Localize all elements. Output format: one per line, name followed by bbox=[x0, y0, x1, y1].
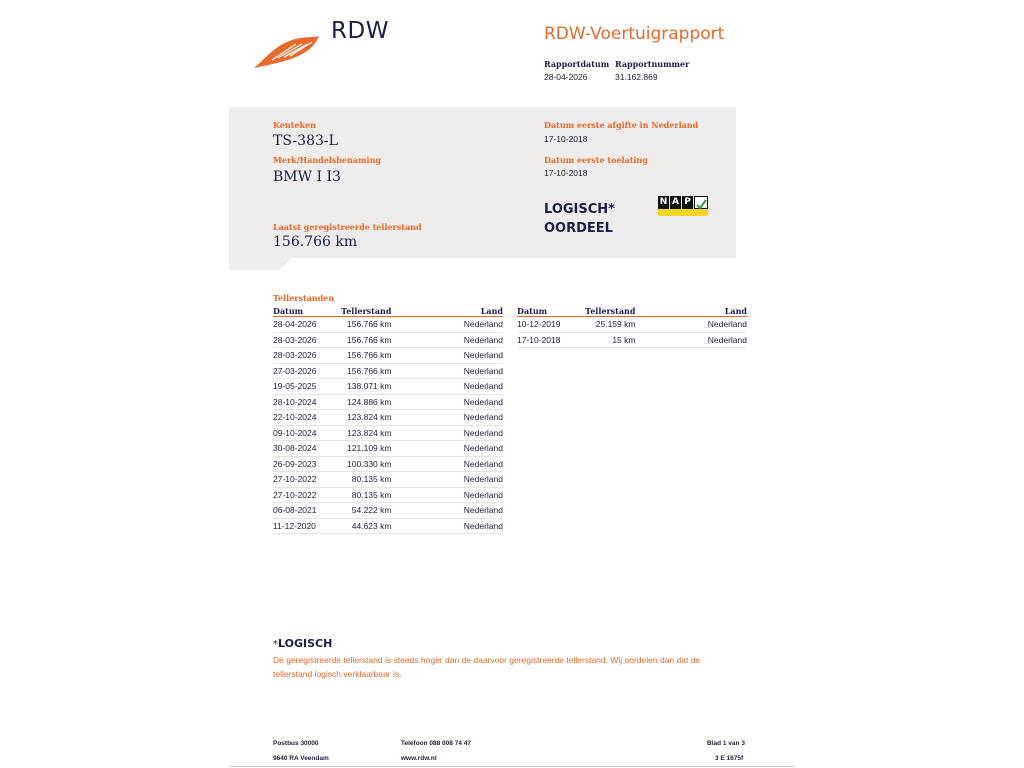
cell-land: Nederland bbox=[391, 503, 503, 519]
cell-land: Nederland bbox=[391, 518, 503, 534]
report-date: 28-04-2026 bbox=[544, 72, 588, 82]
nap-letter: N bbox=[659, 197, 668, 207]
summary-panel-tab bbox=[229, 257, 279, 270]
cell-date: 28-03-2026 bbox=[273, 332, 341, 348]
table-row bbox=[273, 487, 503, 503]
table-row bbox=[517, 332, 747, 348]
footer-city: 9640 RA Veendam bbox=[273, 755, 329, 762]
plate-value: TS-383-L bbox=[273, 133, 338, 149]
cell-date: 28-10-2024 bbox=[273, 394, 341, 410]
col-header-date: Datum bbox=[273, 306, 341, 317]
rdw-logo-icon bbox=[252, 32, 322, 72]
footnote-title-text: LOGISCH bbox=[278, 637, 333, 650]
first-admission-value: 17-10-2018 bbox=[544, 168, 588, 178]
cell-km: 123.824 km bbox=[341, 425, 391, 441]
footer-site[interactable]: www.rdw.nl bbox=[401, 755, 437, 762]
cell-km: 123.824 km bbox=[341, 410, 391, 426]
cell-land: Nederland bbox=[391, 472, 503, 488]
footnote-title bbox=[273, 637, 332, 650]
nap-letter: P bbox=[682, 196, 693, 209]
report-title: RDW-Voertuigrapport bbox=[544, 24, 725, 44]
cell-date: 27-10-2022 bbox=[273, 472, 341, 488]
cell-km: 156.766 km bbox=[341, 348, 391, 364]
first-nl-value: 17-10-2018 bbox=[544, 134, 588, 144]
cell-land: Nederland bbox=[391, 410, 503, 426]
table-row bbox=[273, 363, 503, 379]
table-row bbox=[273, 518, 503, 534]
cell-land: Nederland bbox=[391, 317, 503, 333]
cell-land: Nederland bbox=[391, 441, 503, 457]
cell-km: 80.135 km bbox=[341, 472, 391, 488]
odometer-value: 156.766 km bbox=[273, 234, 358, 250]
cell-date: 28-04-2026 bbox=[273, 317, 341, 333]
table-row bbox=[273, 379, 503, 395]
cell-km: 25.159 km bbox=[585, 317, 635, 333]
cell-land: Nederland bbox=[391, 425, 503, 441]
cell-km: 44.623 km bbox=[341, 518, 391, 534]
rdw-logo bbox=[252, 32, 322, 72]
table-row bbox=[273, 317, 503, 333]
report-number-label: Rapportnummer bbox=[615, 59, 690, 69]
make-value: BMW I I3 bbox=[273, 169, 341, 185]
cell-date: 10-12-2019 bbox=[517, 317, 585, 333]
cell-date: 06-08-2021 bbox=[273, 503, 341, 519]
table-row bbox=[273, 441, 503, 457]
footnote-star: * bbox=[273, 639, 278, 650]
table-row bbox=[273, 348, 503, 364]
table-row bbox=[273, 410, 503, 426]
table-row bbox=[273, 456, 503, 472]
verdict-line-2: OORDEEL bbox=[544, 221, 613, 236]
cell-land: Nederland bbox=[391, 487, 503, 503]
cell-km: 138.071 km bbox=[341, 379, 391, 395]
footer-code: 3 E 1675f bbox=[715, 755, 744, 762]
cell-km: 156.766 km bbox=[341, 317, 391, 333]
table-row bbox=[273, 394, 503, 410]
cell-km: 80.135 km bbox=[341, 487, 391, 503]
cell-land: Nederland bbox=[391, 348, 503, 364]
table-row bbox=[273, 332, 503, 348]
col-header-date: Datum bbox=[517, 306, 585, 317]
nap-letter: A bbox=[670, 196, 681, 209]
cell-date: 22-10-2024 bbox=[273, 410, 341, 426]
col-header-km: Tellerstand bbox=[341, 306, 392, 316]
footnote-text: De geregistreerde tellerstand is steeds hoger dan de daarvoor geregistreerde tellerstand. Wij oordelen dan dat de tellerstand logisch verklaarbaar is. bbox=[273, 655, 701, 679]
summary-panel-tab-notch bbox=[279, 257, 293, 270]
footer-postbus: Postbus 30000 bbox=[273, 740, 319, 747]
cell-km: 100.330 km bbox=[341, 456, 391, 472]
cell-date: 27-03-2026 bbox=[273, 363, 341, 379]
col-header-land: Land bbox=[391, 306, 503, 317]
cell-km: 124.886 km bbox=[341, 394, 391, 410]
make-label: Merk/Handelsbenaming bbox=[273, 155, 382, 165]
col-header-km: Tellerstand bbox=[585, 306, 636, 316]
cell-km: 15 km bbox=[585, 332, 635, 348]
readings-table-right bbox=[517, 306, 747, 348]
verdict-line-1: LOGISCH* bbox=[544, 202, 615, 217]
cell-date: 30-08-2024 bbox=[273, 441, 341, 457]
cell-date: 09-10-2024 bbox=[273, 425, 341, 441]
footer-page: Blad 1 van 3 bbox=[707, 740, 745, 747]
cell-land: Nederland bbox=[391, 363, 503, 379]
report-date-label: Rapportdatum bbox=[544, 59, 610, 69]
cell-date: 11-12-2020 bbox=[273, 518, 341, 534]
readings-title: Tellerstanden bbox=[273, 293, 335, 303]
cell-km: 121.109 km bbox=[341, 441, 391, 457]
cell-km: 156.766 km bbox=[341, 332, 391, 348]
table-row bbox=[273, 503, 503, 519]
cell-land: Nederland bbox=[635, 332, 747, 348]
cell-date: 27-10-2022 bbox=[273, 487, 341, 503]
logo-text: RDW bbox=[331, 18, 389, 44]
odometer-label: Laatst geregistreerde tellerstand bbox=[273, 222, 422, 232]
cell-land: Nederland bbox=[391, 332, 503, 348]
cell-date: 19-05-2025 bbox=[273, 379, 341, 395]
first-nl-label: Datum eerste afgifte in Nederland bbox=[544, 120, 699, 130]
verdict bbox=[544, 200, 615, 238]
table-row bbox=[273, 425, 503, 441]
report-number: 31.162.869 bbox=[615, 72, 658, 82]
cell-date: 17-10-2018 bbox=[517, 332, 585, 348]
footer-phone: Telefoon 088 008 74 47 bbox=[401, 740, 471, 747]
footer-divider bbox=[229, 766, 795, 767]
cell-land: Nederland bbox=[635, 317, 747, 333]
cell-land: Nederland bbox=[391, 456, 503, 472]
cell-land: Nederland bbox=[391, 394, 503, 410]
nap-check-icon bbox=[694, 196, 708, 209]
readings-table-left bbox=[273, 306, 503, 534]
nap-badge bbox=[658, 196, 708, 216]
plate-label: Kenteken bbox=[273, 120, 316, 130]
cell-km: 156.766 km bbox=[341, 363, 391, 379]
col-header-land: Land bbox=[635, 306, 747, 317]
table-row bbox=[273, 472, 503, 488]
cell-km: 54.222 km bbox=[341, 503, 391, 519]
cell-land: Nederland bbox=[391, 379, 503, 395]
first-admission-label: Datum eerste toelating bbox=[544, 155, 648, 165]
table-row bbox=[517, 317, 747, 333]
cell-date: 28-03-2026 bbox=[273, 348, 341, 364]
cell-date: 26-09-2023 bbox=[273, 456, 341, 472]
